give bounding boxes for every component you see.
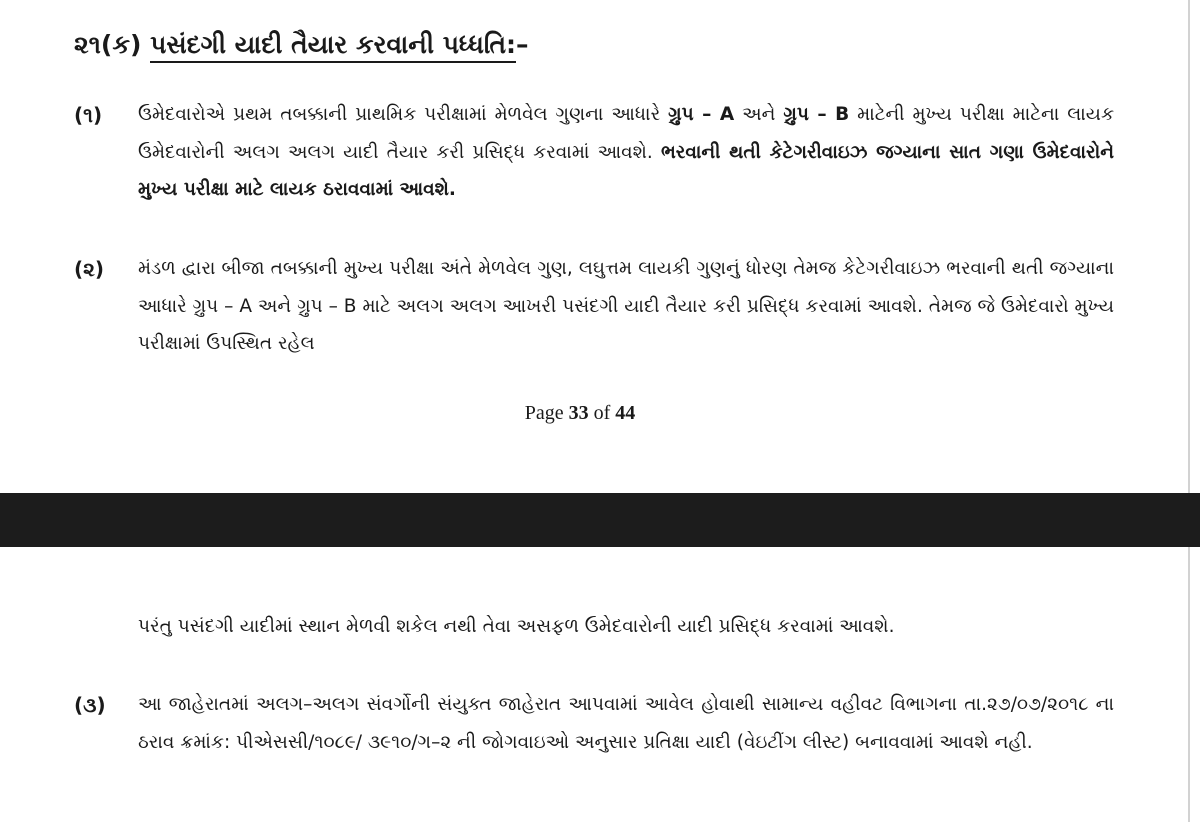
heading-dash: – [516,30,529,59]
document-page-bottom [0,547,1200,822]
group-a-label: ગ્રુપ – A [668,104,735,125]
page-of-word: of [593,402,611,424]
list-item-1 [74,96,1114,209]
item-text: મંડળ દ્વારા બીજા તબક્કાની મુખ્ય પરીક્ષા અંતે મેળવેલ ગુણ, લઘુત્તમ લાયકી ગુણનું ધોરણ તેમજ કેટેગરીવાઇઝ ભરવાની થતી જગ્યાના આધારે ગ્રુપ – A અને ગ્રુપ – B માટે અલગ અલગ આખરી પસંદગી યાદી તૈયાર કરી પ્રસિદ્ધ કરવામાં આવશે. તેમજ જે ઉમેદવારો મુખ્ય પરીક્ષામાં ઉપસ્થિત રહેલ [138,258,1114,354]
item-text-part: અને [734,104,784,125]
page-current: 33 [568,402,589,424]
page-edge-line [1188,0,1190,493]
continuation-text: પરંતુ પસંદગી યાદીમાં સ્થાન મેળવી શકેલ નથી તેવા અસફળ ઉમેદવારોની યાદી પ્રસિદ્ધ કરવામાં આવશે. [138,616,895,637]
page-word: Page [524,402,564,424]
item-text-part: માટેની મુખ્ય પરીક્ષા માટેના લાયક ઉમેદવારોની અલગ અલગ યાદી તૈયાર કરી પ્રસિદ્ધ કરવામાં આવશે. [138,104,1114,163]
continuation-paragraph [74,608,1114,646]
page-total: 44 [615,402,636,424]
item-text: આ જાહેરાતમાં અલગ–અલગ સંવર્ગોની સંયુક્ત જાહેરાત આપવામાં આવેલ હોવાથી સામાન્ય વહીવટ વિભાગના તા.૨૭/૦૭/૨૦૧૮ ના ઠરાવ ક્રમાંક: પીએસસી/૧૦૮૯/ ૩૯૧૦/ગ–૨ ની જોગવાઇઓ અનુસાર પ્રતિક્ષા યાદી (વેઇટીંગ લીસ્ટ) બનાવવામાં આવશે નહી. [138,694,1114,753]
item-number: (૧) [74,103,103,127]
bold-statement: ભરવાની થતી કેટેગરીવાઇઝ જગ્યાના સાત ગણા ઉમેદવારોને મુખ્ય પરીક્ષા માટે લાયક ઠરાવવામાં આવશે. [138,141,1114,200]
heading-number: ૨૧(ક) [74,30,142,59]
page-separator [0,493,1200,547]
page-footer [0,402,1160,425]
list-item-2 [74,250,1114,363]
item-text-part: ઉમેદવારોએ પ્રથમ તબક્કાની પ્રાથમિક પરીક્ષામાં મેળવેલ ગુણના આધારે [138,104,669,125]
item-number: (૨) [74,257,105,281]
group-b-label: ગ્રુપ – B [783,104,850,125]
item-text [138,96,1114,209]
section-heading [74,30,529,60]
item-number: (૩) [74,693,106,717]
page-edge-line [1188,547,1190,822]
list-item-3 [74,686,1114,761]
heading-title: પસંદગી યાદી તૈયાર કરવાની પધ્ધતિ: [150,30,516,63]
